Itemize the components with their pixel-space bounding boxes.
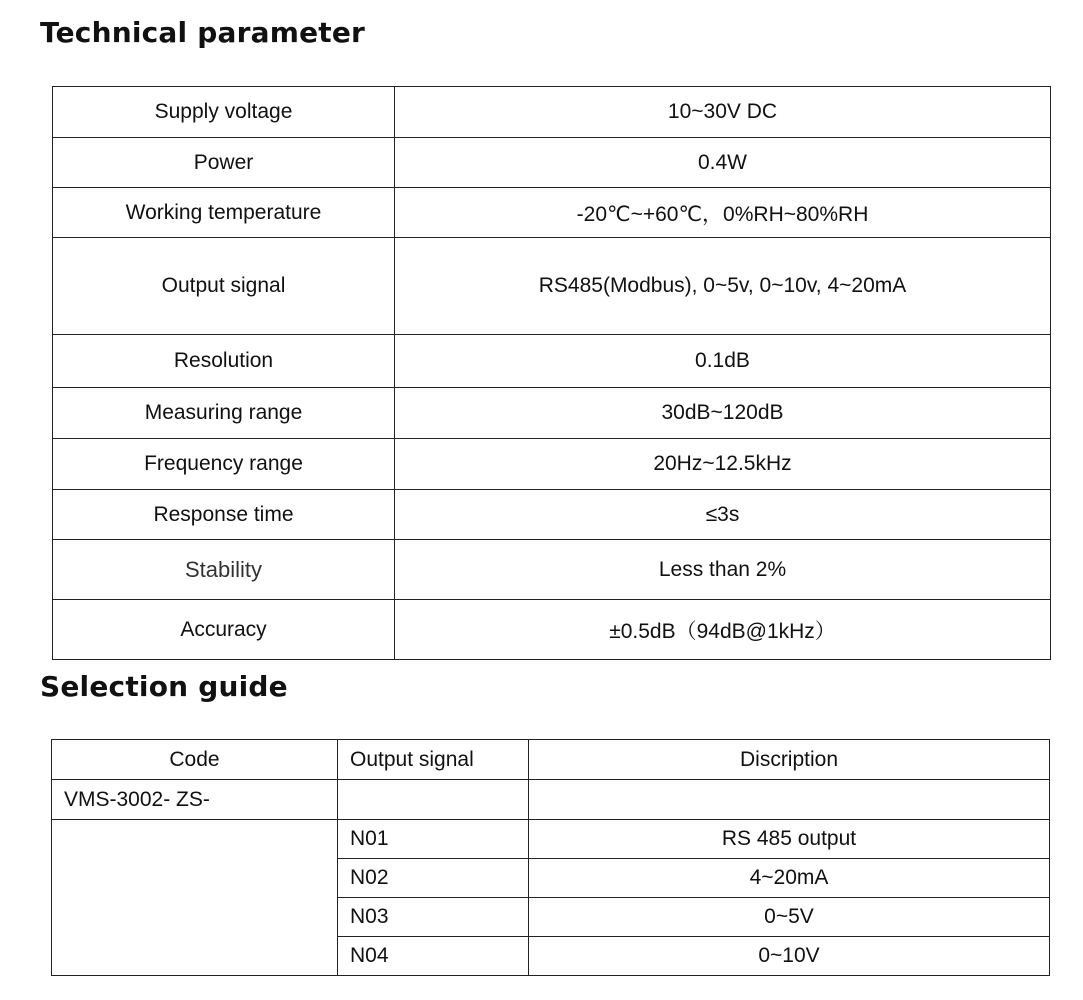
output-code: N03 — [338, 898, 529, 937]
spec-value: 20Hz~12.5kHz — [395, 439, 1051, 490]
spec-param: Working temperature — [53, 188, 395, 238]
selection-header-row — [52, 740, 1050, 780]
spec-row-measuring-range — [53, 388, 1051, 439]
spec-param: Measuring range — [53, 388, 395, 439]
technical-parameter-table — [52, 86, 1051, 660]
output-code: N04 — [338, 937, 529, 976]
spec-param: Frequency range — [53, 439, 395, 490]
spec-row-stability — [53, 540, 1051, 600]
spec-value: Less than 2% — [395, 540, 1051, 600]
spec-param: Resolution — [53, 335, 395, 388]
output-description: RS 485 output — [529, 820, 1050, 859]
spec-value: 0.4W — [395, 138, 1051, 188]
spec-param: Stability — [53, 540, 395, 600]
spec-row-supply-voltage — [53, 87, 1051, 138]
output-description: 0~5V — [529, 898, 1050, 937]
output-description: 0~10V — [529, 937, 1050, 976]
selection-code-row — [52, 780, 1050, 820]
spec-row-output-signal — [53, 238, 1051, 335]
technical-parameter-heading: Technical parameter — [40, 16, 366, 49]
header-output-signal: Output signal — [338, 740, 529, 780]
spec-value: ≤3s — [395, 490, 1051, 540]
header-code: Code — [52, 740, 338, 780]
spec-row-response-time — [53, 490, 1051, 540]
selection-row-n01 — [52, 820, 1050, 859]
model-code: VMS-3002- ZS- — [52, 780, 338, 820]
spec-param: Response time — [53, 490, 395, 540]
spec-row-accuracy — [53, 600, 1051, 660]
spec-value: 10~30V DC — [395, 87, 1051, 138]
empty-code-cell — [52, 820, 338, 976]
spec-value: RS485(Modbus), 0~5v, 0~10v, 4~20mA — [395, 238, 1051, 335]
spec-row-power — [53, 138, 1051, 188]
output-description: 4~20mA — [529, 859, 1050, 898]
spec-row-resolution — [53, 335, 1051, 388]
spec-row-frequency-range — [53, 439, 1051, 490]
spec-value: ±0.5dB（94dB@1kHz） — [395, 600, 1051, 660]
header-description: Discription — [529, 740, 1050, 780]
spec-param: Accuracy — [53, 600, 395, 660]
spec-param: Power — [53, 138, 395, 188]
spec-value: 0.1dB — [395, 335, 1051, 388]
spec-param: Supply voltage — [53, 87, 395, 138]
spec-row-working-temperature — [53, 188, 1051, 238]
selection-guide-heading: Selection guide — [40, 670, 288, 703]
selection-guide-table — [51, 739, 1050, 976]
output-code: N01 — [338, 820, 529, 859]
empty-cell — [338, 780, 529, 820]
spec-value: -20℃~+60℃，0%RH~80%RH — [395, 188, 1051, 238]
spec-param: Output signal — [53, 238, 395, 335]
output-code: N02 — [338, 859, 529, 898]
spec-value: 30dB~120dB — [395, 388, 1051, 439]
empty-cell — [529, 780, 1050, 820]
